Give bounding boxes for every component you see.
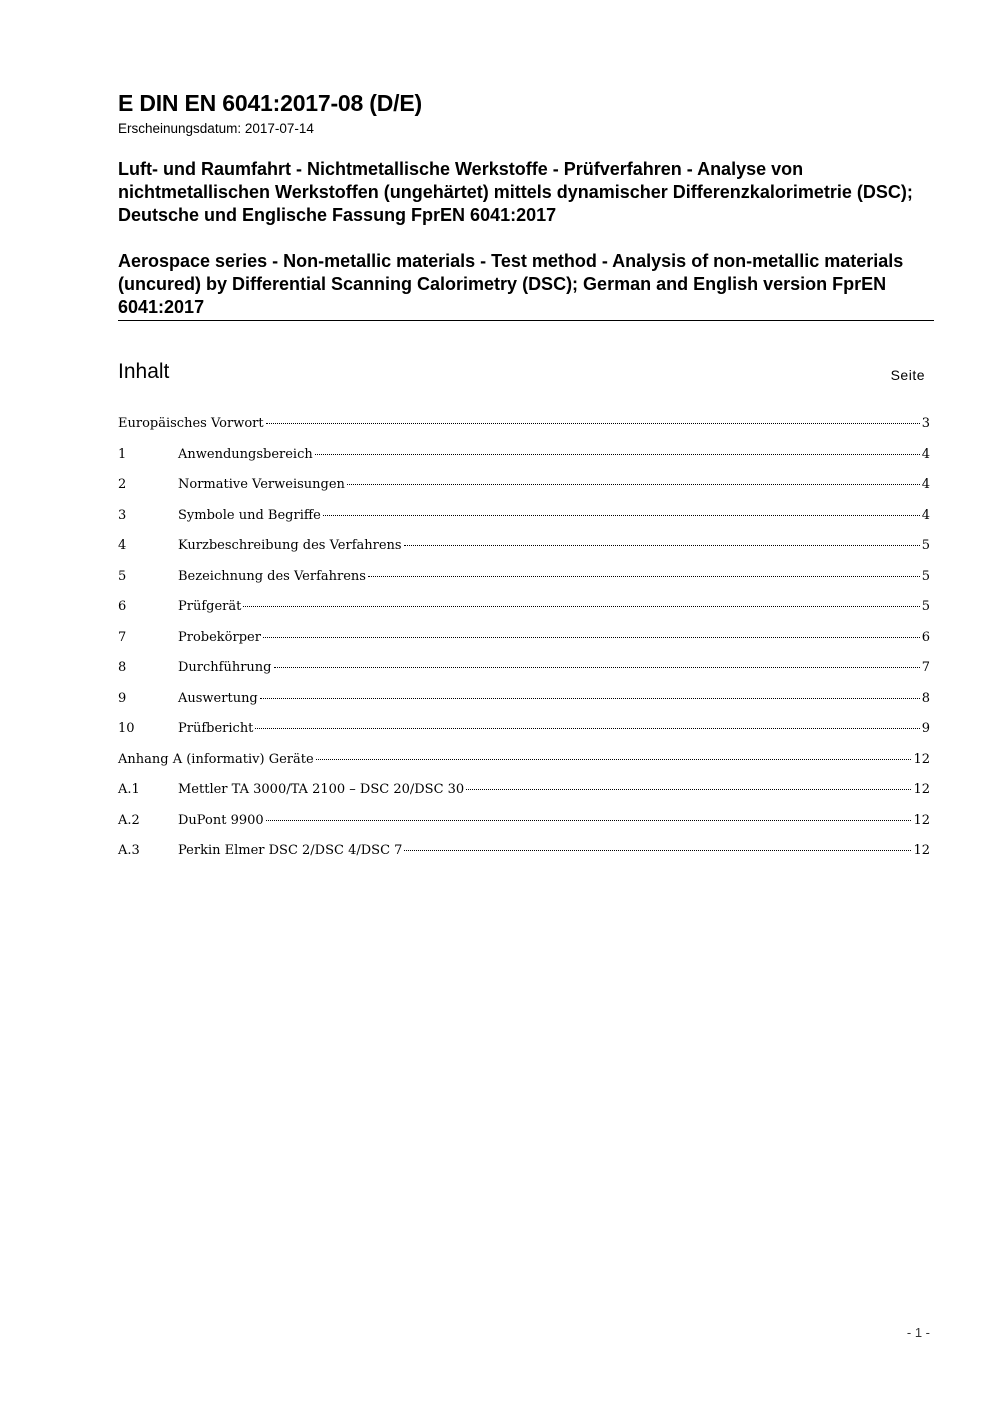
document-code: E DIN EN 6041:2017-08 (D/E) [118,90,422,116]
toc-dot-leader [323,515,920,516]
toc-entry-page: 7 [921,660,930,675]
toc-entry[interactable] [118,813,930,844]
toc-entry-number: 4 [118,538,127,553]
toc-entry-page: 4 [921,446,930,462]
toc-entry-number: 1 [118,446,127,462]
toc-entry-page: 12 [913,782,930,797]
toc-entry-number: A.1 [118,782,140,797]
toc-entry-title: Perkin Elmer DSC 2/DSC 4/DSC 7 [178,843,403,858]
toc-entry-page: 5 [921,568,930,584]
toc-entry-number: 3 [118,507,127,523]
toc-entry[interactable] [118,630,930,661]
toc-entry[interactable] [118,508,930,539]
toc-dot-leader [263,637,920,638]
toc-dot-leader [368,576,920,577]
toc-entry-number: 8 [118,660,127,675]
toc-entry[interactable] [118,447,930,478]
publication-date: Erscheinungsdatum: 2017-07-14 [118,121,314,136]
toc-entry[interactable] [118,599,930,630]
toc-entry-title: Kurzbeschreibung des Verfahrens [178,538,402,553]
toc-dot-leader [404,545,920,546]
toc-entry[interactable] [118,782,930,813]
toc-entry-title: Bezeichnung des Verfahrens [178,568,366,584]
toc-entry[interactable] [118,752,930,783]
toc-entry-title: Anwendungsbereich [178,446,313,462]
toc-entry[interactable] [118,660,930,691]
toc-dot-leader [260,698,920,699]
toc-entry-page: 12 [913,812,930,828]
toc-entry-title: Normative Verweisungen [178,477,345,492]
toc-entry-number: 2 [118,477,127,492]
toc-dot-leader [266,423,920,424]
toc-entry-title: Prüfbericht [178,721,254,736]
toc-entry-title: Symbole und Begriffe [178,507,321,523]
toc-dot-leader [466,789,911,790]
toc-entry-number: 5 [118,568,127,584]
toc-entry[interactable] [118,569,930,600]
toc-entry-number: A.3 [118,843,140,858]
toc-entry-page: 8 [921,690,930,706]
toc-entry-title: Prüfgerät [178,599,242,614]
toc-dot-leader [404,850,911,851]
toc-entry-title: Anhang A (informativ) Geräte [118,751,314,767]
title-divider [118,320,934,321]
toc-entry-page: 5 [921,599,930,614]
toc-entry-page: 6 [921,629,930,645]
toc-entry-title: Mettler TA 3000/TA 2100 – DSC 20/DSC 30 [178,782,465,797]
toc-dot-leader [255,728,919,729]
toc-page-column-label: Seite [890,367,925,383]
toc-entry-title: Probekörper [178,629,261,645]
toc-dot-leader [266,820,912,821]
toc-entry[interactable] [118,416,930,447]
toc-entry-page: 4 [921,477,930,492]
toc-dot-leader [274,667,920,668]
toc-entry[interactable] [118,538,930,569]
toc-entry-page: 5 [921,538,930,553]
toc-entry-number: 6 [118,599,127,614]
toc-dot-leader [315,454,920,455]
title-english: Aerospace series - Non-metallic materials - Test method - Analysis of non-metallic materials (uncured) by Differential Scanning Calorimetry (DSC); German and English version FprEN 6041:2017 [118,251,904,317]
toc-entry-page: 4 [921,507,930,523]
page-number: - 1 - [906,1325,930,1340]
toc-entry-number: 10 [118,721,135,736]
toc-entry-page: 3 [921,416,930,431]
toc-entry-title: Auswertung [178,690,258,706]
toc-entry[interactable] [118,691,930,722]
toc-entry-title: DuPont 9900 [178,812,264,828]
toc-entry-number: A.2 [118,812,140,828]
toc-dot-leader [316,759,912,760]
toc-dot-leader [243,606,919,607]
toc-entry-title: Europäisches Vorwort [118,416,264,431]
toc-entry-page: 12 [913,843,930,858]
table-of-contents [118,416,930,874]
toc-dot-leader [347,484,920,485]
toc-entry-title: Durchführung [178,660,272,675]
toc-entry[interactable] [118,721,930,752]
toc-entry[interactable] [118,477,930,508]
toc-entry-page: 12 [913,751,930,767]
title-german: Luft- und Raumfahrt - Nichtmetallische Werkstoffe - Prüfverfahren - Analyse von nichtmetallischen Werkstoffen (ungehärtet) mittels dynamischer Differenzkalorimetrie (DSC); Deutsche und Englische Fassung FprEN 6041:2017 [118,159,913,225]
toc-entry-page: 9 [921,721,930,736]
toc-entry-number: 9 [118,690,127,706]
toc-heading: Inhalt [118,360,170,383]
toc-entry[interactable] [118,843,930,874]
toc-entry-number: 7 [118,629,127,645]
